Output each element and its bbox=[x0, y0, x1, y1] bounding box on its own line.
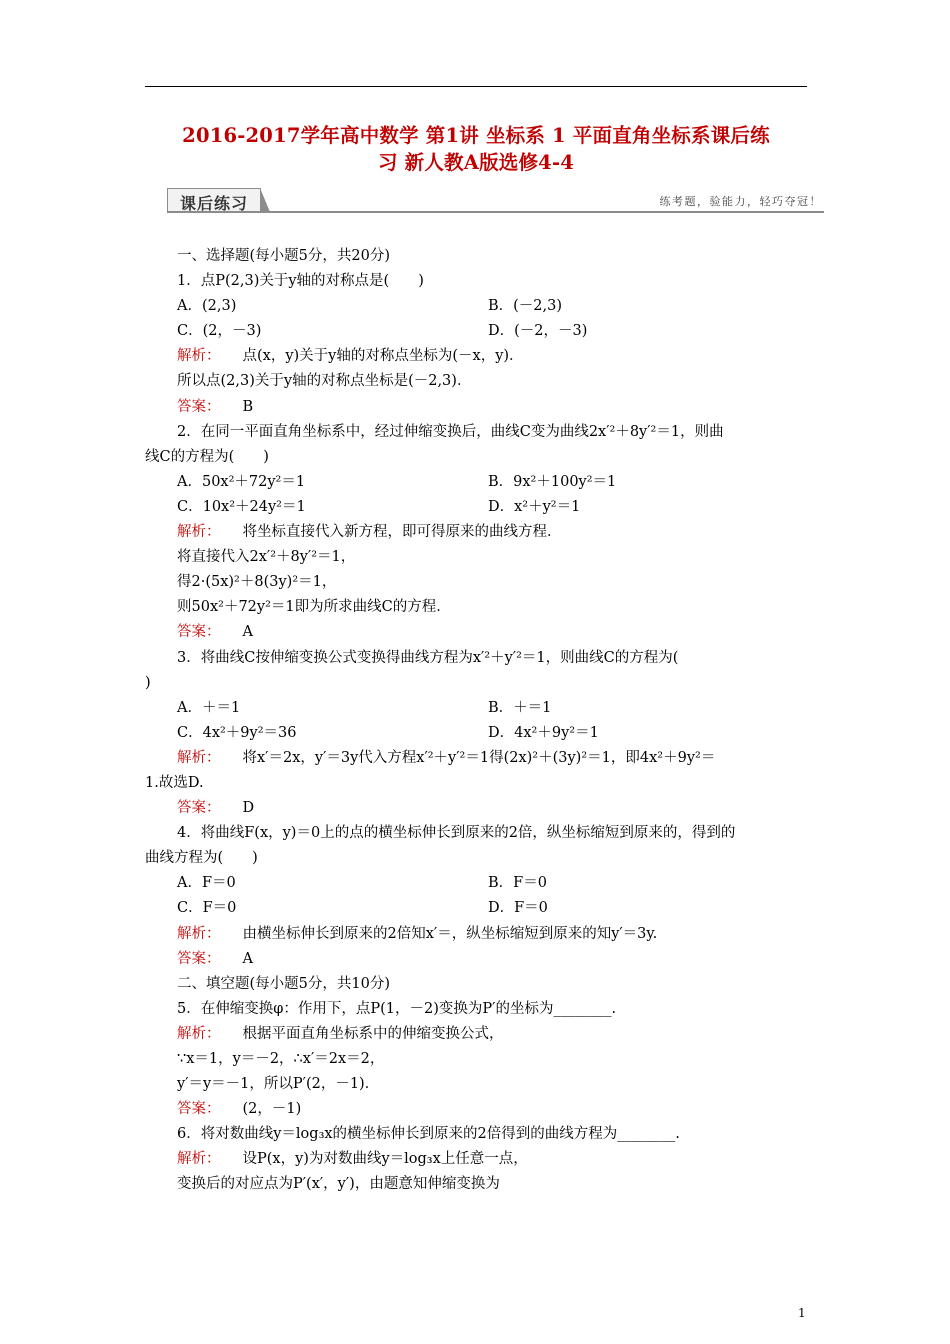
section-heading: 二、填空题(每小题5分，共10分) bbox=[177, 975, 390, 992]
exercise-content bbox=[145, 244, 810, 1198]
title-line-2: 习 新人教A版选修4-4 bbox=[377, 151, 575, 174]
answer-label: 答案： bbox=[177, 624, 221, 641]
analysis-text: 变换后的对应点为P′(x′，y′)，由题意知伸缩变换为 bbox=[177, 1176, 500, 1193]
analysis-text: 将坐标直接代入新方程，即可得原来的曲线方程． bbox=[242, 524, 562, 541]
option-row bbox=[145, 470, 810, 495]
option-row bbox=[145, 495, 810, 520]
option-row bbox=[145, 696, 810, 721]
option-d: D．x²＋y²＝1 bbox=[488, 498, 581, 515]
question-stem: 1．点P(2,3)关于y轴的对称点是( ) bbox=[177, 273, 424, 290]
option-d: D．(－2，－3) bbox=[488, 323, 588, 340]
analysis-line bbox=[145, 746, 810, 771]
option-d: D．F＝0 bbox=[488, 900, 548, 917]
analysis-text: 所以点(2,3)关于y轴的对称点坐标是(－2,3)． bbox=[177, 373, 472, 390]
analysis-text: 由横坐标伸长到原来的2倍知x′＝，纵坐标缩短到原来的知y′＝3y. bbox=[242, 925, 658, 942]
answer-label: 答案： bbox=[177, 800, 221, 817]
answer-value: (2，－1) bbox=[242, 1101, 302, 1118]
analysis-line bbox=[145, 1147, 810, 1172]
question-stem: ) bbox=[145, 674, 151, 691]
analysis-text: 1.故选D. bbox=[145, 774, 204, 791]
option-a: A．F＝0 bbox=[177, 875, 236, 892]
analysis-text: 根据平面直角坐标系中的伸缩变换公式， bbox=[242, 1025, 504, 1042]
analysis-text: 点(x，y)关于y轴的对称点坐标为(－x，y)． bbox=[242, 348, 524, 365]
answer-label: 答案： bbox=[177, 398, 221, 415]
answer-line bbox=[145, 395, 810, 420]
answer-line bbox=[145, 796, 810, 821]
title-line-1: 2016-2017学年高中数学 第1讲 坐标系 1 平面直角坐标系课后练 bbox=[182, 124, 770, 147]
answer-line bbox=[145, 1097, 810, 1122]
page-number: 1 bbox=[798, 1306, 806, 1320]
analysis-label: 解析： bbox=[177, 524, 221, 541]
header-rule bbox=[145, 86, 807, 87]
option-row bbox=[145, 294, 810, 319]
option-row bbox=[145, 896, 810, 921]
analysis-line bbox=[145, 520, 810, 545]
question-stem: 3．将曲线C按伸缩变换公式变换得曲线方程为x′²＋y′²＝1，则曲线C的方程为( bbox=[177, 649, 679, 666]
option-d: D．4x²＋9y²＝1 bbox=[488, 724, 599, 741]
answer-value: A bbox=[242, 950, 253, 967]
option-a: A．50x²＋72y²＝1 bbox=[177, 473, 306, 490]
option-c: C．F＝0 bbox=[177, 900, 237, 917]
option-row bbox=[145, 871, 810, 896]
document-title bbox=[140, 122, 812, 176]
analysis-label: 解析： bbox=[177, 749, 221, 766]
answer-value: A bbox=[242, 624, 253, 641]
section-heading: 一、选择题(每小题5分，共20分) bbox=[177, 248, 390, 264]
analysis-text: 则50x²＋72y²＝1即为所求曲线C的方程． bbox=[177, 599, 451, 616]
answer-label: 答案： bbox=[177, 950, 221, 967]
option-b: B．(－2,3) bbox=[488, 298, 563, 315]
banner-tab-slant bbox=[260, 188, 270, 212]
analysis-text: ∵x＝1，y＝－2，∴x′＝2x＝2， bbox=[177, 1051, 385, 1067]
answer-value: B bbox=[242, 398, 254, 415]
analysis-label: 解析： bbox=[177, 925, 221, 942]
banner-slogan: 练考题，验能力，轻巧夺冠！ bbox=[659, 195, 822, 208]
answer-value: D bbox=[242, 800, 255, 817]
option-a: A．(2,3) bbox=[177, 298, 237, 315]
option-row bbox=[145, 721, 810, 746]
option-c: C．(2，－3) bbox=[177, 323, 262, 340]
option-b: B．F＝0 bbox=[488, 875, 547, 892]
answer-line bbox=[145, 947, 810, 972]
analysis-line bbox=[145, 1022, 810, 1047]
answer-line bbox=[145, 620, 810, 645]
option-b: B．＋＝1 bbox=[488, 699, 552, 716]
analysis-line bbox=[145, 922, 810, 947]
answer-label: 答案： bbox=[177, 1101, 221, 1118]
option-c: C．4x²＋9y²＝36 bbox=[177, 724, 297, 741]
analysis-text: 将直接代入2x′²＋8y′²＝1， bbox=[177, 549, 356, 566]
exercise-banner bbox=[167, 188, 824, 214]
option-a: A．＋＝1 bbox=[177, 699, 241, 716]
banner-label: 课后练习 bbox=[180, 194, 249, 213]
analysis-label: 解析： bbox=[177, 1151, 221, 1168]
analysis-text: 将x′＝2x，y′＝3y代入方程x′²＋y′²＝1得(2x)²＋(3y)²＝1，即4x²＋9y²＝ bbox=[242, 749, 716, 766]
analysis-label: 解析： bbox=[177, 1025, 221, 1042]
analysis-line bbox=[145, 344, 810, 369]
option-b: B．9x²＋100y²＝1 bbox=[488, 473, 617, 490]
question-stem: 2．在同一平面直角坐标系中，经过伸缩变换后，曲线C变为曲线2x′²＋8y′²＝1，则曲 bbox=[177, 423, 724, 440]
question-stem: 4．将曲线F(x，y)＝0上的点的横坐标伸长到原来的2倍，纵坐标缩短到原来的，得到的 bbox=[177, 825, 736, 842]
option-row bbox=[145, 319, 810, 344]
question-stem: 曲线方程为( ) bbox=[145, 850, 258, 867]
banner-rule bbox=[167, 211, 824, 213]
question-stem: 线C的方程为( ) bbox=[145, 448, 269, 465]
analysis-text: y′＝y＝－1，所以P′(2，－1)． bbox=[177, 1076, 380, 1093]
analysis-label: 解析： bbox=[177, 348, 221, 365]
analysis-text: 得2·(5x)²＋8(3y)²＝1， bbox=[177, 574, 337, 591]
analysis-text: 设P(x，y)为对数曲线y＝log₃x上任意一点， bbox=[242, 1151, 528, 1168]
banner-tab bbox=[167, 188, 261, 212]
option-c: C．10x²＋24y²＝1 bbox=[177, 498, 306, 515]
question-stem: 6．将对数曲线y＝log₃x的横坐标伸长到原来的2倍得到的曲线方程为________. bbox=[177, 1126, 680, 1143]
question-stem: 5．在伸缩变换φ：作用下，点P(1，－2)变换为P′的坐标为________. bbox=[177, 1000, 617, 1017]
